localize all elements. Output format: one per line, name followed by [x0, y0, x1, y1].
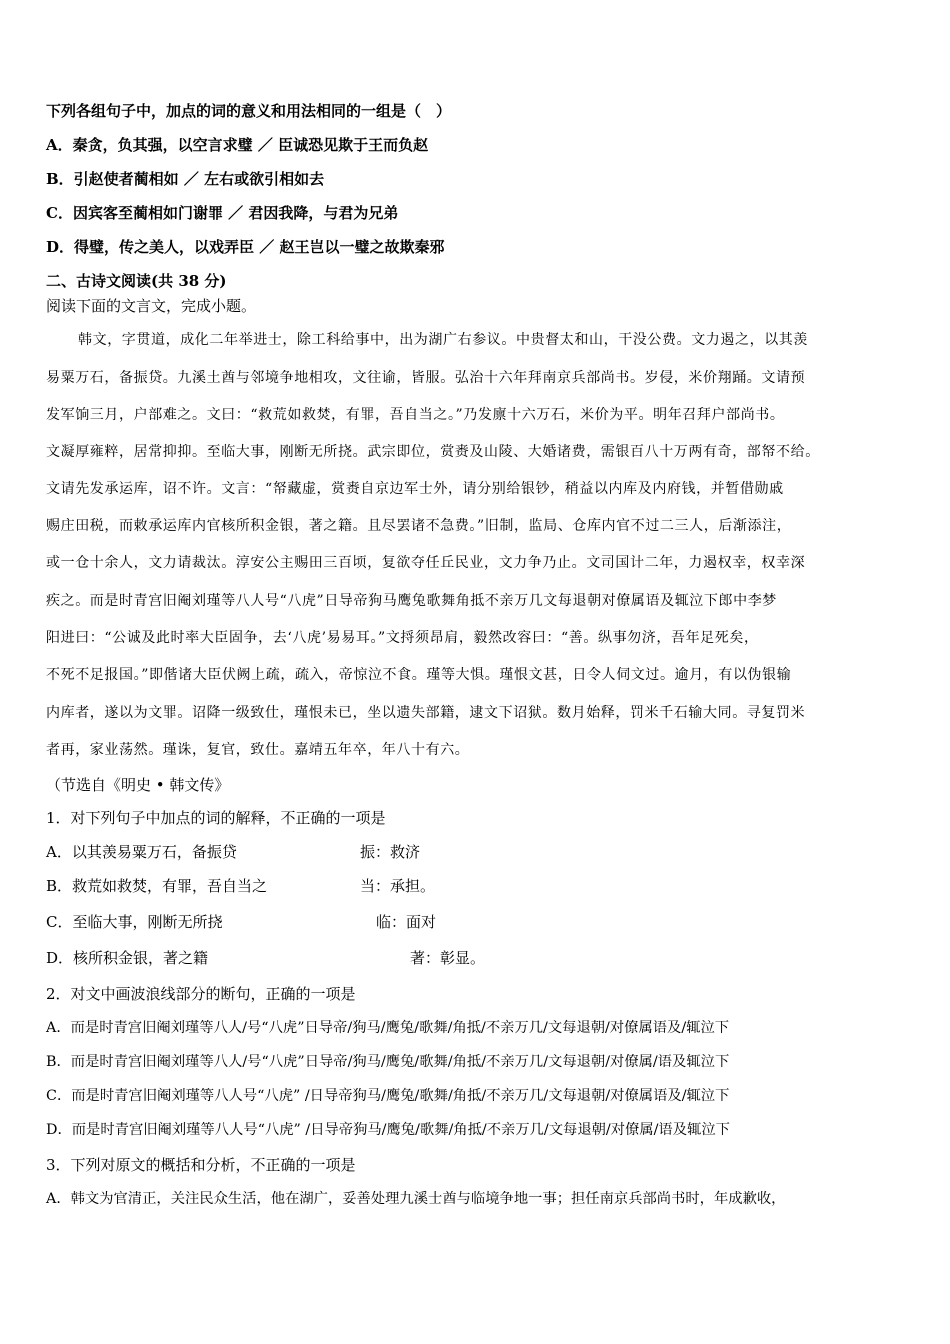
- passage-line: 疾之。而是时青宫旧阉刘瑾等八人号“八虎”日导帝狗马鹰兔歌舞角抵不亲万几文每退朝对僚属语及辄泣下郎中李梦: [46, 593, 777, 609]
- passage-line: 文凝厚雍粹，居常抑抑。至临大事，刚断无所挠。武宗即位，赏赉及山陵、大婚诸费，需银百八十万两有奇，部帑不给。: [46, 444, 820, 460]
- q2-option-a: A．而是时青宫旧阉刘瑾等八人/号“八虎”日导帝/狗马/鹰兔/歌舞/角抵/不亲万几/文每退朝/对僚属语及/辄泣下: [46, 1020, 730, 1036]
- passage-line: 文请先发承运库，诏不许。文言：“帑藏虚，赏赉自京边军士外，请分别给银钞，稍益以内库及内府钱，并暂借勋戚: [46, 481, 784, 497]
- q3-stem: 3．下列对原文的概括和分析，不正确的一项是: [46, 1156, 356, 1174]
- passage-line: 或一仓十余人，文力请裁汰。淳安公主赐田三百顷，复欲夺任丘民业，文力争乃止。文司国计二年，力遏权幸，权幸深: [46, 555, 806, 571]
- q2-option-c: C．而是时青宫旧阉刘瑾等八人号“八虎” /日导帝狗马/鹰兔/歌舞/角抵/不亲万几/文每退朝/对僚属语及/辄泣下: [46, 1088, 730, 1104]
- q1-option-d-text: D．核所积金银，著之籍: [46, 949, 209, 967]
- q-top-option-c: C．因宾客至蔺相如门谢罪 ／ 君因我降，与君为兄弟: [46, 204, 399, 222]
- passage-line: 阳进曰：“公诚及此时率大臣固争，去‘八虎’易易耳。”文捋须昂肩，毅然改容曰：“善。纵事勿济，吾年足死矣，: [46, 630, 759, 646]
- passage-line: 韩文，字贯道，成化二年举进士，除工科给事中，出为湖广右参议。中贵督太和山，干没公费。文力遏之，以其羡: [78, 332, 808, 348]
- passage-line: 内库者，遂以为文罪。诏降一级致仕，瑾恨未已，坐以遗失部籍，逮文下诏狱。数月始释，罚米千石输大同。寻复罚米: [46, 705, 806, 721]
- section-instruction: 阅读下面的文言文，完成小题。: [46, 297, 257, 315]
- q1-option-c-text: C．至临大事，刚断无所挠: [46, 913, 223, 931]
- q-top-stem: 下列各组句子中，加点的词的意义和用法相同的一组是（ ）: [46, 102, 452, 120]
- q1-option-a: [46, 842, 421, 862]
- q1-option-c-gloss: 临：面对: [376, 913, 437, 931]
- q1-option-b-gloss: 当：承担。: [360, 877, 436, 895]
- passage-source: （节选自《明史 • 韩文传》: [46, 776, 230, 794]
- q1-option-d: [46, 948, 486, 968]
- q-top-option-d: D．得璧，传之美人，以戏弄臣 ／ 赵王岂以一璧之故欺秦邪: [46, 238, 445, 256]
- q1-option-b: [46, 876, 436, 896]
- passage-line: 发军饷三月，户部难之。文曰：“救荒如救焚，有罪，吾自当之。”乃发廪十六万石，米价为平。明年召拜户部尚书。: [46, 407, 785, 423]
- q1-option-a-gloss: 振：救济: [360, 843, 421, 861]
- section-title: 二、古诗文阅读(共 38 分): [46, 272, 227, 290]
- passage-line: 易粟万石，备振贷。九溪土酋与邻境争地相攻，文往谕，皆服。弘治十六年拜南京兵部尚书。岁侵，米价翔踊。文请预: [46, 370, 806, 386]
- q2-option-d: D．而是时青宫旧阉刘瑾等八人号“八虎” /日导帝狗马/鹰兔/歌舞/角抵/不亲万几/文每退朝/对僚属/语及辄泣下: [46, 1122, 730, 1138]
- passage-line: 者再，家业荡然。瑾诛，复官，致仕。嘉靖五年卒，年八十有六。: [46, 742, 470, 758]
- q1-stem: 1．对下列句子中加点的词的解释，不正确的一项是: [46, 809, 386, 827]
- passage-line: 赐庄田税，而敕承运库内官核所积金银，著之籍。且尽罢诸不急费。”旧制，监局、仓库内官不过二三人，后渐添注，: [46, 518, 792, 534]
- q-top-option-a: A．秦贪，负其强，以空言求璧 ／ 臣诚恐见欺于王而负赵: [46, 136, 429, 154]
- q3-option-a: A．韩文为官清正，关注民众生活，他在湖广，妥善处理九溪士酋与临境争地一事；担任南京兵部尚书时，年成歉收，: [46, 1191, 786, 1207]
- passage-line: 不死不足报国。”即偕诸大臣伏阙上疏，疏入，帝惊泣不食。瑾等大惧。瑾恨文甚，日令人伺文过。逾月，有以伪银输: [46, 667, 792, 683]
- q2-stem: 2．对文中画波浪线部分的断句，正确的一项是: [46, 985, 356, 1003]
- q1-option-c: [46, 912, 437, 932]
- q1-option-d-gloss: 著：彰显。: [410, 949, 486, 967]
- q-top-option-b: B．引赵使者蔺相如 ／ 左右或欲引相如去: [46, 170, 325, 188]
- q2-option-b: B．而是时青宫旧阉刘瑾等八人/号“八虎”日导帝/狗马/鹰兔/歌舞/角抵/不亲万几/文每退朝/对僚属/语及辄泣下: [46, 1054, 730, 1070]
- q1-option-b-text: B．救荒如救焚，有罪，吾自当之: [46, 877, 268, 895]
- q1-option-a-text: A．以其羡易粟万石，备振贷: [46, 843, 237, 861]
